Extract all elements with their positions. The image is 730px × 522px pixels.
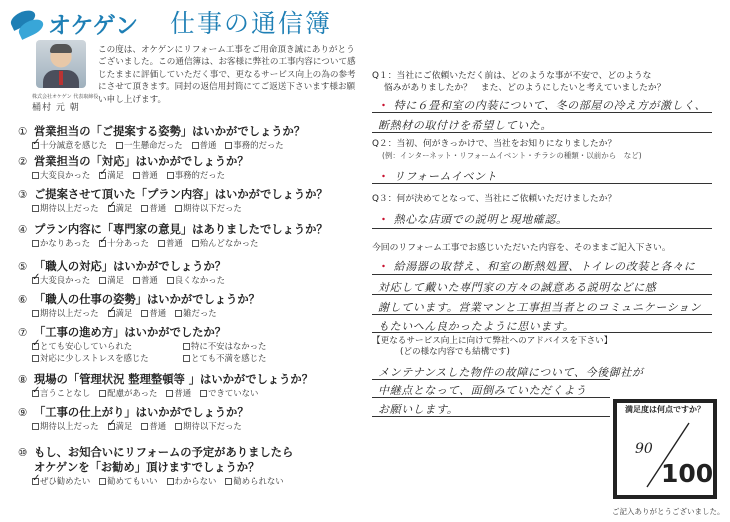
option-label: 満足 <box>115 308 133 318</box>
divider <box>372 112 712 113</box>
option[interactable] <box>141 202 166 214</box>
option-label: とても安心していられた <box>40 341 133 351</box>
option[interactable] <box>175 420 242 432</box>
option-label: 特に不安はなかった <box>191 341 267 351</box>
option-label: 普通 <box>149 421 167 431</box>
question-text-line2: オケゲンを「お勧め」頂けますでしょうか？ <box>34 461 260 474</box>
option-group <box>32 274 363 286</box>
option-label: とても不満を感じた <box>191 353 267 363</box>
option-label: 大変良かった <box>40 275 91 285</box>
option-label: 良くなかった <box>174 275 225 285</box>
checkbox-icon[interactable] <box>116 142 123 149</box>
checkbox-icon[interactable] <box>175 423 182 430</box>
option-group <box>32 387 363 399</box>
leaf-logo-icon <box>8 8 46 38</box>
option-label: 十分誠意を感じた <box>40 140 107 150</box>
option-label: 満足 <box>115 421 133 431</box>
question-text: 営業担当の「ご提案する姿勢」はいかがでしょうか？ <box>34 125 306 138</box>
checkbox-icon[interactable] <box>225 142 232 149</box>
question-text: 営業担当の「対応」はいかがでしょうか？ <box>34 155 249 168</box>
checkbox-icon[interactable] <box>32 205 39 212</box>
answer5-line3: お願いします。 <box>378 403 459 416</box>
option-label: 満足 <box>107 170 124 180</box>
checked-checkbox-icon[interactable] <box>99 172 106 179</box>
divider <box>372 416 610 417</box>
answer1-text-1: 特に６畳和室の内装について、冬の部屋の冷え方が激しく、 <box>393 99 707 112</box>
option-label: かなりあった <box>40 238 91 248</box>
checked-checkbox-icon[interactable] <box>32 277 39 284</box>
thanks-note: ご記入ありがとうございました。 <box>612 507 725 516</box>
q3-prompt: Q３：何が決めてとなって、当社にご依頼いただけましたか？ <box>372 194 617 204</box>
option[interactable] <box>32 352 174 364</box>
answer1-line2: 断熱材の取付けを希望していた。 <box>378 119 552 132</box>
answer2: ・ リフォームイベント <box>378 170 498 183</box>
checkbox-icon[interactable] <box>32 423 39 430</box>
option[interactable] <box>32 387 90 399</box>
option-label: 期待以下だった <box>183 421 242 431</box>
checkbox-icon[interactable] <box>32 240 39 247</box>
option-label: 言うことなし <box>40 388 91 398</box>
answer4-line2: 対応して戴いた専門家の方々の誠意ある説明などに感 <box>378 281 657 294</box>
answer4-line1: ・ 給湯器の取替え、和室の断熱処置、トイレの改装と各々に <box>378 260 696 273</box>
checkbox-icon[interactable] <box>166 390 173 397</box>
answer5-line2: 中継点となって、面倒みていただくよう <box>378 384 587 397</box>
answer1-line1: ・ 特に６畳和室の内装について、冬の部屋の冷え方が激しく、 <box>378 99 707 112</box>
option[interactable] <box>175 202 242 214</box>
checkbox-icon[interactable] <box>32 310 39 317</box>
option[interactable] <box>99 475 157 487</box>
option[interactable] <box>108 307 133 319</box>
answer4-line4: もたいへん良かったように思います。 <box>378 320 575 333</box>
option-label: 期待以下だった <box>183 203 242 213</box>
option[interactable] <box>32 475 90 487</box>
option-label: 満足 <box>107 275 124 285</box>
option-label: 雑だった <box>183 308 217 318</box>
checkbox-icon[interactable] <box>99 390 106 397</box>
option[interactable] <box>32 307 99 319</box>
option[interactable] <box>158 237 183 249</box>
q5-line2: (どの様な内容でも結構です) <box>400 347 510 357</box>
question-title <box>18 372 363 387</box>
option[interactable] <box>99 387 157 399</box>
q2-line1: Q２：当初、何がきっかけで、当社をお知りになりましたか？ <box>372 139 617 149</box>
option-label: 事務的だった <box>233 140 284 150</box>
q4-prompt: 今回のリフォーム工事でお感じいただいた内容を、そのままご記入下さい。 <box>372 243 671 253</box>
option[interactable] <box>32 237 90 249</box>
intro-text: この度は、オケゲンにリフォーム工事をご用命頂き誠にありがとうございました。この通信簿は、お客様に弊社の工事内容について感じたままに評価していただく事で、更なるサービス向上の為の参考にさせて頂きます。同封の返信用封筒にてご返送下さいます様お願い申し上げます。 <box>98 45 356 105</box>
option[interactable] <box>192 237 259 249</box>
option-group <box>32 475 363 487</box>
option-label: 対応に少しストレスを感じた <box>40 353 149 363</box>
question-10 <box>18 445 363 487</box>
option-label: わからない <box>174 476 217 486</box>
option[interactable] <box>99 169 124 181</box>
score-max: 100 <box>661 459 714 488</box>
checked-checkbox-icon[interactable] <box>108 310 115 317</box>
checkbox-icon[interactable] <box>175 205 182 212</box>
option-label: 十分あった <box>107 238 149 248</box>
question-number: ⑦ <box>18 327 28 339</box>
signer-role: 株式会社オケゲン 代表取締役 <box>32 94 99 100</box>
checkbox-icon[interactable] <box>99 478 106 485</box>
answer3-text: 熱心な店頭での説明と現地確認。 <box>393 213 568 226</box>
checked-checkbox-icon[interactable] <box>99 240 106 247</box>
satisfaction-score-box <box>613 399 717 499</box>
option[interactable] <box>183 340 325 352</box>
question-number: ④ <box>18 224 28 236</box>
answer3: ・ 熱心な店頭での説明と現地確認。 <box>378 213 568 226</box>
option-label: 勧めてもいい <box>107 476 158 486</box>
question-title <box>18 445 363 460</box>
question-text: 「工事の進め方」はいかがでしたか？ <box>34 326 227 339</box>
checkbox-icon[interactable] <box>32 172 39 179</box>
option[interactable] <box>192 139 217 151</box>
checked-checkbox-icon[interactable] <box>32 478 39 485</box>
checkbox-icon[interactable] <box>167 172 174 179</box>
question-title <box>18 154 363 169</box>
option[interactable] <box>32 139 107 151</box>
option[interactable] <box>32 202 99 214</box>
question-number: ③ <box>18 189 28 201</box>
option[interactable] <box>175 307 217 319</box>
checkbox-icon[interactable] <box>133 172 140 179</box>
option-label: 殆んどなかった <box>199 238 259 248</box>
option[interactable] <box>32 169 90 181</box>
answer5-line1: メンテナンスした物件の故障について、今後御社が <box>378 366 644 379</box>
option-label: 満足 <box>115 203 133 213</box>
option-label: 期待以上だった <box>40 308 99 318</box>
question-9 <box>18 405 363 432</box>
divider <box>372 332 712 333</box>
checkbox-icon[interactable] <box>141 205 148 212</box>
checked-checkbox-icon[interactable] <box>108 423 115 430</box>
checked-checkbox-icon[interactable] <box>32 390 39 397</box>
question-text: 「工事の仕上がり」はいかがでしょうか？ <box>34 406 249 419</box>
option-label: 普通 <box>174 388 192 398</box>
option-label: 一生懸命だった <box>124 140 183 150</box>
question-title <box>18 405 363 420</box>
divider <box>372 228 712 229</box>
divider <box>372 397 610 398</box>
president-portrait <box>36 40 86 88</box>
question-number: ⑨ <box>18 407 28 419</box>
checkbox-icon[interactable] <box>175 310 182 317</box>
checkbox-icon[interactable] <box>225 478 232 485</box>
question-text: 「職人の仕事の姿勢」はいかがでしょうか？ <box>34 293 260 306</box>
question-text: 現場の「管理状況 整理整頓等 」はいかがでしょうか？ <box>34 373 313 386</box>
option-group <box>32 307 363 319</box>
checkbox-icon[interactable] <box>200 390 207 397</box>
q5-line1: 【更なるサービス向上に向けて弊社へのアドバイスを下さい】 <box>372 336 613 346</box>
question-title <box>18 187 363 202</box>
option[interactable] <box>200 387 258 399</box>
question-title <box>18 259 363 274</box>
option[interactable] <box>116 139 183 151</box>
question-number: ⑤ <box>18 261 28 273</box>
option[interactable] <box>141 307 166 319</box>
q2-example: (例：インターネット・リフォームイベント・チラシの種類・以前から など) <box>382 151 642 160</box>
question-1 <box>18 124 363 151</box>
checkbox-icon[interactable] <box>141 310 148 317</box>
signer-name: 桶村 元 朝 <box>32 103 80 113</box>
option-label: 普通 <box>141 275 158 285</box>
divider <box>372 274 712 275</box>
option[interactable] <box>225 475 283 487</box>
checkbox-icon[interactable] <box>99 277 106 284</box>
score-value: 90 <box>635 441 653 457</box>
option-label: 普通 <box>149 203 167 213</box>
checkbox-icon[interactable] <box>141 423 148 430</box>
option-label: 普通 <box>199 140 217 150</box>
divider <box>372 379 610 380</box>
question-number: ② <box>18 156 28 168</box>
divider <box>372 294 712 295</box>
option-group <box>32 340 363 364</box>
option[interactable] <box>32 274 90 286</box>
divider <box>372 314 712 315</box>
option-label: 勧められない <box>233 476 284 486</box>
option-group <box>32 237 363 249</box>
option[interactable] <box>99 274 124 286</box>
option[interactable] <box>99 237 149 249</box>
option-label: 事務的だった <box>174 170 225 180</box>
question-text: 「職人の対応」はいかがでしょうか？ <box>34 260 227 273</box>
checkbox-icon[interactable] <box>158 240 165 247</box>
question-4 <box>18 222 363 249</box>
logo-text: オケゲン <box>48 12 139 39</box>
option-label: 期待以上だった <box>40 421 99 431</box>
answer2-text: リフォームイベント <box>393 170 498 183</box>
q1-prompt <box>372 70 666 94</box>
question-5 <box>18 259 363 286</box>
option-label: 普通 <box>165 238 183 248</box>
option[interactable] <box>166 387 191 399</box>
q2-prompt <box>372 138 642 162</box>
question-title <box>18 222 363 237</box>
question-2 <box>18 154 363 181</box>
option-label: 大変良かった <box>40 170 91 180</box>
checkbox-icon[interactable] <box>32 355 39 362</box>
checkbox-icon[interactable] <box>183 355 190 362</box>
option[interactable] <box>133 169 158 181</box>
divider <box>372 132 712 133</box>
question-number: ⑧ <box>18 374 28 386</box>
option-label: 配慮があった <box>107 388 158 398</box>
option-group <box>32 139 363 151</box>
question-8 <box>18 372 363 399</box>
option[interactable] <box>133 274 158 286</box>
question-number: ⑥ <box>18 294 28 306</box>
option[interactable] <box>167 274 225 286</box>
question-6 <box>18 292 363 319</box>
option-label: できていない <box>208 388 259 398</box>
option[interactable] <box>141 420 166 432</box>
question-title <box>18 325 363 340</box>
score-label: 満足度は何点ですか？ <box>617 403 713 416</box>
checkbox-icon[interactable] <box>167 277 174 284</box>
question-number: ① <box>18 126 28 138</box>
question-3 <box>18 187 363 214</box>
checkbox-icon[interactable] <box>183 343 190 350</box>
page-title: 仕事の通信簿 <box>170 9 333 38</box>
checkbox-icon[interactable] <box>167 478 174 485</box>
option[interactable] <box>167 475 217 487</box>
question-text: もし、お知合いにリフォームの予定がありましたら <box>34 446 294 459</box>
q5-prompt <box>372 336 612 358</box>
q1-line1: Q１：当社にご依頼いただく前は、どのような事が不安で、どのような <box>372 71 652 81</box>
checked-checkbox-icon[interactable] <box>108 205 115 212</box>
option-label: 普通 <box>141 170 158 180</box>
checkbox-icon[interactable] <box>192 240 199 247</box>
option-label: 普通 <box>149 308 167 318</box>
option[interactable] <box>225 139 283 151</box>
answer4-text-1: 給湯器の取替え、和室の断熱処置、トイレの改装と各々に <box>393 260 696 273</box>
question-number: ⑩ <box>18 447 28 459</box>
checkbox-icon[interactable] <box>192 142 199 149</box>
option-group <box>32 169 363 181</box>
option-label: ぜひ勧めたい <box>40 476 91 486</box>
checkbox-icon[interactable] <box>133 277 140 284</box>
question-text: ご提案させて頂いた「プラン内容」はいかがでしょうか？ <box>34 188 328 201</box>
question-text: プラン内容に「専門家の意見」はありましたでしょうか？ <box>34 223 328 236</box>
checked-checkbox-icon[interactable] <box>32 142 39 149</box>
option-label: 期待以上だった <box>40 203 99 213</box>
option[interactable] <box>32 340 174 352</box>
option[interactable] <box>108 420 133 432</box>
answer4-line3: 謝しています。営業マンと工事担当者とのコミュニケーション <box>378 301 702 314</box>
option-group <box>32 202 363 214</box>
question-title <box>18 124 363 139</box>
option[interactable] <box>167 169 225 181</box>
divider <box>372 183 712 184</box>
q1-line2: 悩みがありましたか？ また、どのようにしたいと考えていましたか？ <box>384 83 666 93</box>
option[interactable] <box>108 202 133 214</box>
question-7 <box>18 325 363 364</box>
option[interactable] <box>183 352 325 364</box>
question-title <box>18 292 363 307</box>
checked-checkbox-icon[interactable] <box>32 343 39 350</box>
option[interactable] <box>32 420 99 432</box>
option-group <box>32 420 363 432</box>
okegen-logo <box>8 6 168 40</box>
